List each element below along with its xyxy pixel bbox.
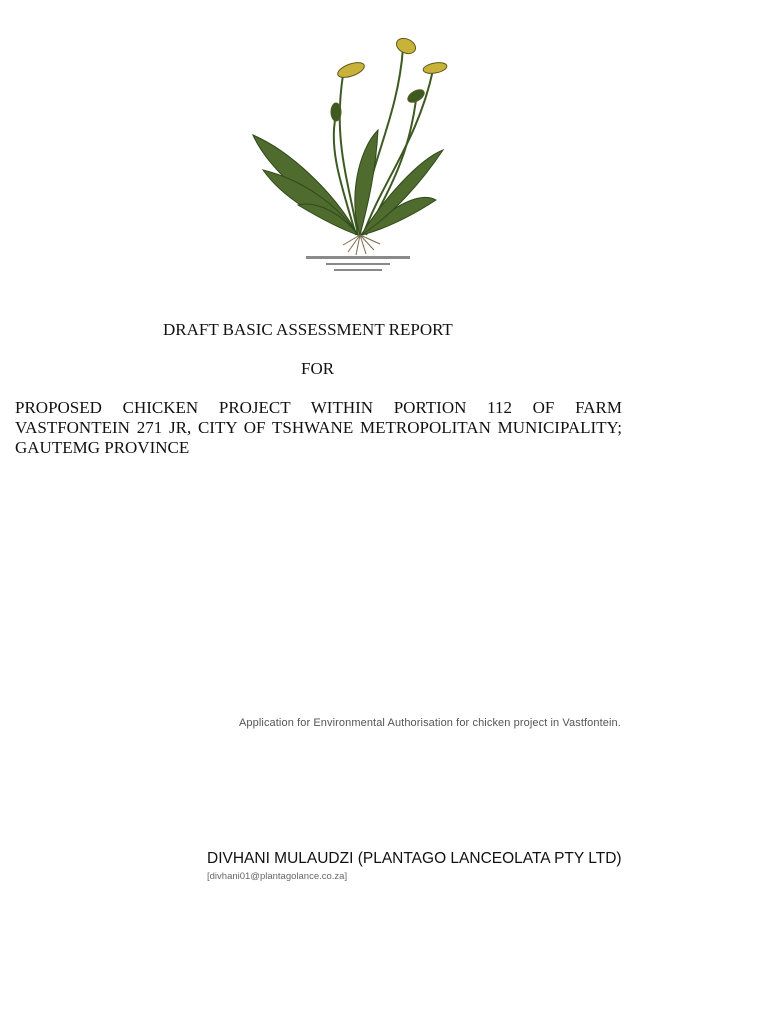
report-for: FOR xyxy=(301,359,335,378)
application-statement: Application for Environmental Authorisation for chicken project in Vastfontein. xyxy=(239,717,621,729)
author-email: [divhani01@plantagolance.co.za] xyxy=(207,871,348,882)
plantago-lanceolata-botanical-illustration-icon xyxy=(248,30,448,280)
project-title: PROPOSED CHICKEN PROJECT WITHIN PORTION 112 OF FARM VASTFONTEIN 271 JR, CITY OF TSHWANE METROPOLITAN MUNICIPALITY; GAUTEMG PROVINCE xyxy=(15,398,622,457)
report-title: DRAFT BASIC ASSESSMENT REPORT xyxy=(163,320,453,339)
author-name: DIVHANI MULAUDZI (PLANTAGO LANCEOLATA PTY LTD) xyxy=(207,850,622,867)
